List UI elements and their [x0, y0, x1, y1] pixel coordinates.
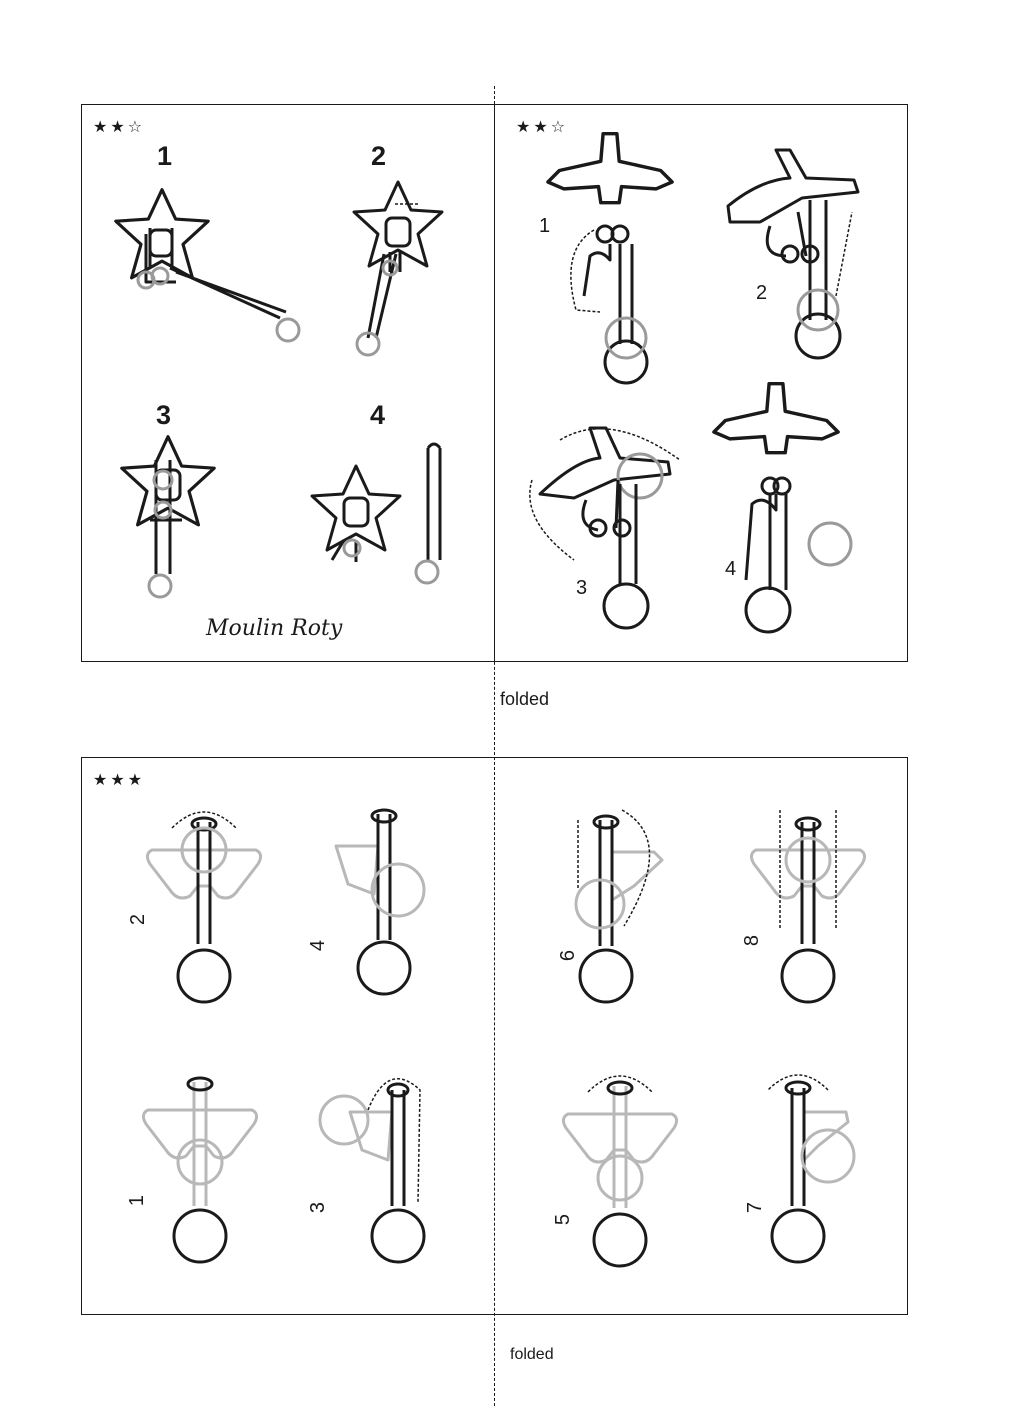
angel-step-8-illustration [751, 810, 864, 1002]
angel-step-8: 8 [741, 934, 764, 947]
angel-step-7-illustration [768, 1075, 854, 1262]
plane-step-1-illustration [548, 134, 672, 383]
plane-step-1: 1 [539, 215, 551, 237]
angel-step-7: 7 [744, 1201, 767, 1214]
plane-step-3: 3 [576, 577, 588, 599]
plane-step-3-illustration [530, 428, 680, 628]
plane-step-2: 2 [756, 282, 768, 304]
star-step-4-illustration [312, 444, 440, 583]
angel-step-4-illustration [336, 810, 424, 994]
fold-label-bottom: folded [510, 1346, 554, 1363]
star-step-3: 3 [156, 400, 172, 430]
star-step-3-illustration [122, 437, 214, 597]
angel-step-5: 5 [552, 1213, 575, 1226]
angel-step-6: 6 [557, 949, 580, 962]
angel-step-2-illustration [147, 812, 260, 1002]
difficulty-stars-plane-puzzle: ★★☆ [516, 117, 569, 136]
angel-step-4: 4 [307, 939, 330, 952]
plane-step-4-illustration [714, 384, 851, 632]
angel-step-1: 1 [126, 1194, 149, 1207]
angel-illustrations [143, 810, 864, 1266]
angel-step-6-illustration [576, 810, 662, 1002]
brand-logo: Moulin Roty [206, 616, 343, 641]
plane-step-2-illustration [728, 150, 858, 358]
angel-step-3: 3 [307, 1201, 330, 1214]
difficulty-stars-star-puzzle: ★★☆ [93, 117, 146, 136]
fold-label-top: folded [500, 689, 550, 709]
angel-step-1-illustration [143, 1078, 256, 1262]
star-step-4: 4 [370, 400, 386, 430]
star-step-2: 2 [371, 141, 387, 171]
star-step-2-illustration [354, 182, 442, 355]
angel-step-5-illustration [563, 1076, 676, 1266]
plane-step-4: 4 [725, 558, 737, 580]
difficulty-stars-angel-puzzle: ★★★ [93, 770, 146, 789]
angel-step-3-illustration [320, 1079, 424, 1262]
star-step-1-illustration [116, 190, 299, 341]
star-step-1: 1 [157, 141, 173, 171]
angel-step-2: 2 [127, 913, 150, 926]
